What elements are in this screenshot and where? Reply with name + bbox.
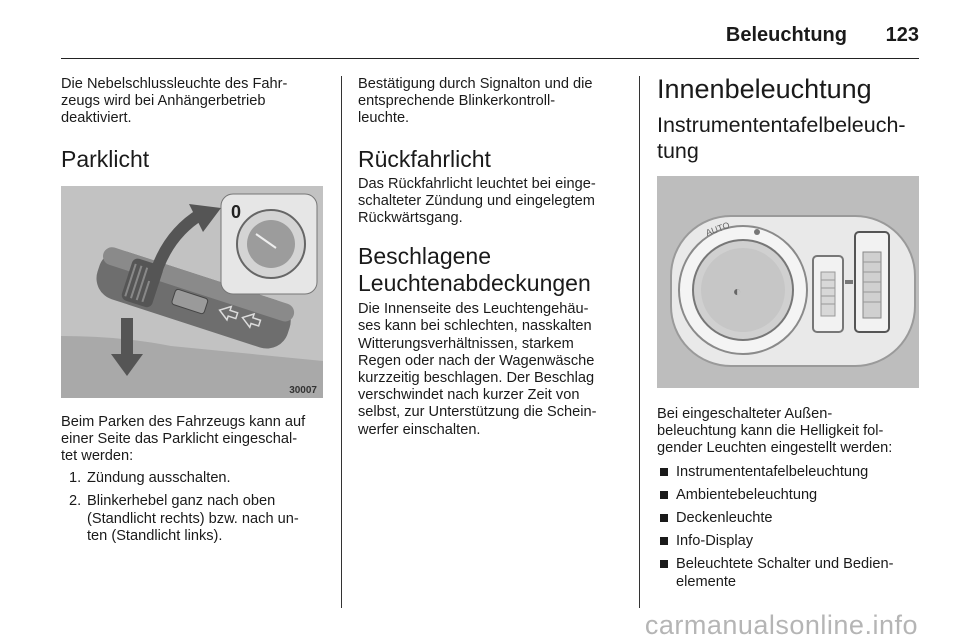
column-divider bbox=[639, 76, 640, 608]
page-number: 123 bbox=[885, 24, 919, 46]
body-paragraph: Die Innenseite des Leuchtengehäu- ses kann bei schlechten, nasskalten Witterungsverhältnissen, starkem Regen oder nach der Wagenwäsche kurzzeitig beschlagen. Der Beschlag verschwindet nach kurzer Zeit von selbst, zur Unterstützung die Schein- werfer einschalten. bbox=[358, 301, 597, 438]
adjustable-lights-list bbox=[657, 464, 922, 591]
column-divider bbox=[341, 76, 342, 608]
heading-parklicht: Parklicht bbox=[61, 145, 150, 172]
figure-light-switch-panel bbox=[657, 176, 919, 388]
list-item: Deckenleuchte bbox=[657, 510, 922, 527]
column-2 bbox=[358, 76, 623, 439]
page-header bbox=[61, 14, 919, 59]
list-item: Info-Display bbox=[657, 533, 922, 550]
heading-innenbeleuchtung: Innenbeleuchtung bbox=[657, 74, 872, 104]
list-item: Instrumententafelbeleuchtung bbox=[657, 464, 922, 481]
intro-paragraph: Die Nebelschlussleuchte des Fahr- zeugs wird bei Anhängerbetrieb deaktiviert. bbox=[61, 76, 288, 127]
auto-label: AUTO bbox=[704, 219, 732, 238]
body-paragraph: Beim Parken des Fahrzeugs kann auf einer Seite das Parklicht eingeschal- tet werden: bbox=[61, 413, 306, 465]
figure-code: 30007 bbox=[289, 384, 317, 396]
zero-position-label: 0 bbox=[231, 201, 242, 222]
list-item: Ambientebeleuchtung bbox=[657, 487, 922, 504]
body-paragraph: Das Rückfahrlicht leuchtet bei einge- schalteter Zündung und eingelegtem Rückwärtsgang. bbox=[358, 175, 596, 227]
list-item: Beleuchtete Schalter und Bedien- elemente bbox=[657, 556, 922, 590]
light-switch-illustration bbox=[657, 176, 919, 388]
body-paragraph: Bei eingeschalteter Außen- beleuchtung kann die Helligkeit fol- gender Leuchten eingestellt werden: bbox=[657, 406, 893, 457]
svg-text:◐: ◐ bbox=[733, 283, 742, 299]
heading-instrumententafelbeleuchtung: Instrumententafelbeleuch- tung bbox=[657, 113, 906, 163]
watermark: carmanualsonline.info bbox=[644, 610, 918, 640]
intro-paragraph: Bestätigung durch Signalton und die entsprechende Blinkerkontroll- leuchte. bbox=[358, 76, 593, 127]
list-item: 2. Blinkerhebel ganz nach oben (Standlicht rechts) bzw. nach un- ten (Standlicht links). bbox=[69, 493, 299, 544]
heading-beschlagene-leuchtenabdeckungen: Beschlagene Leuchtenabdeckungen bbox=[358, 243, 591, 297]
section-title: Beleuchtung bbox=[725, 24, 847, 46]
column-1 bbox=[61, 76, 326, 551]
figure-turn-signal-lever bbox=[61, 186, 323, 398]
list-item: 1. Zündung ausschalten. bbox=[69, 470, 231, 487]
heading-rueckfahrlicht: Rückfahrlicht bbox=[358, 145, 491, 172]
lever-illustration bbox=[61, 186, 323, 398]
column-3 bbox=[657, 74, 922, 597]
steps-list bbox=[61, 470, 326, 545]
